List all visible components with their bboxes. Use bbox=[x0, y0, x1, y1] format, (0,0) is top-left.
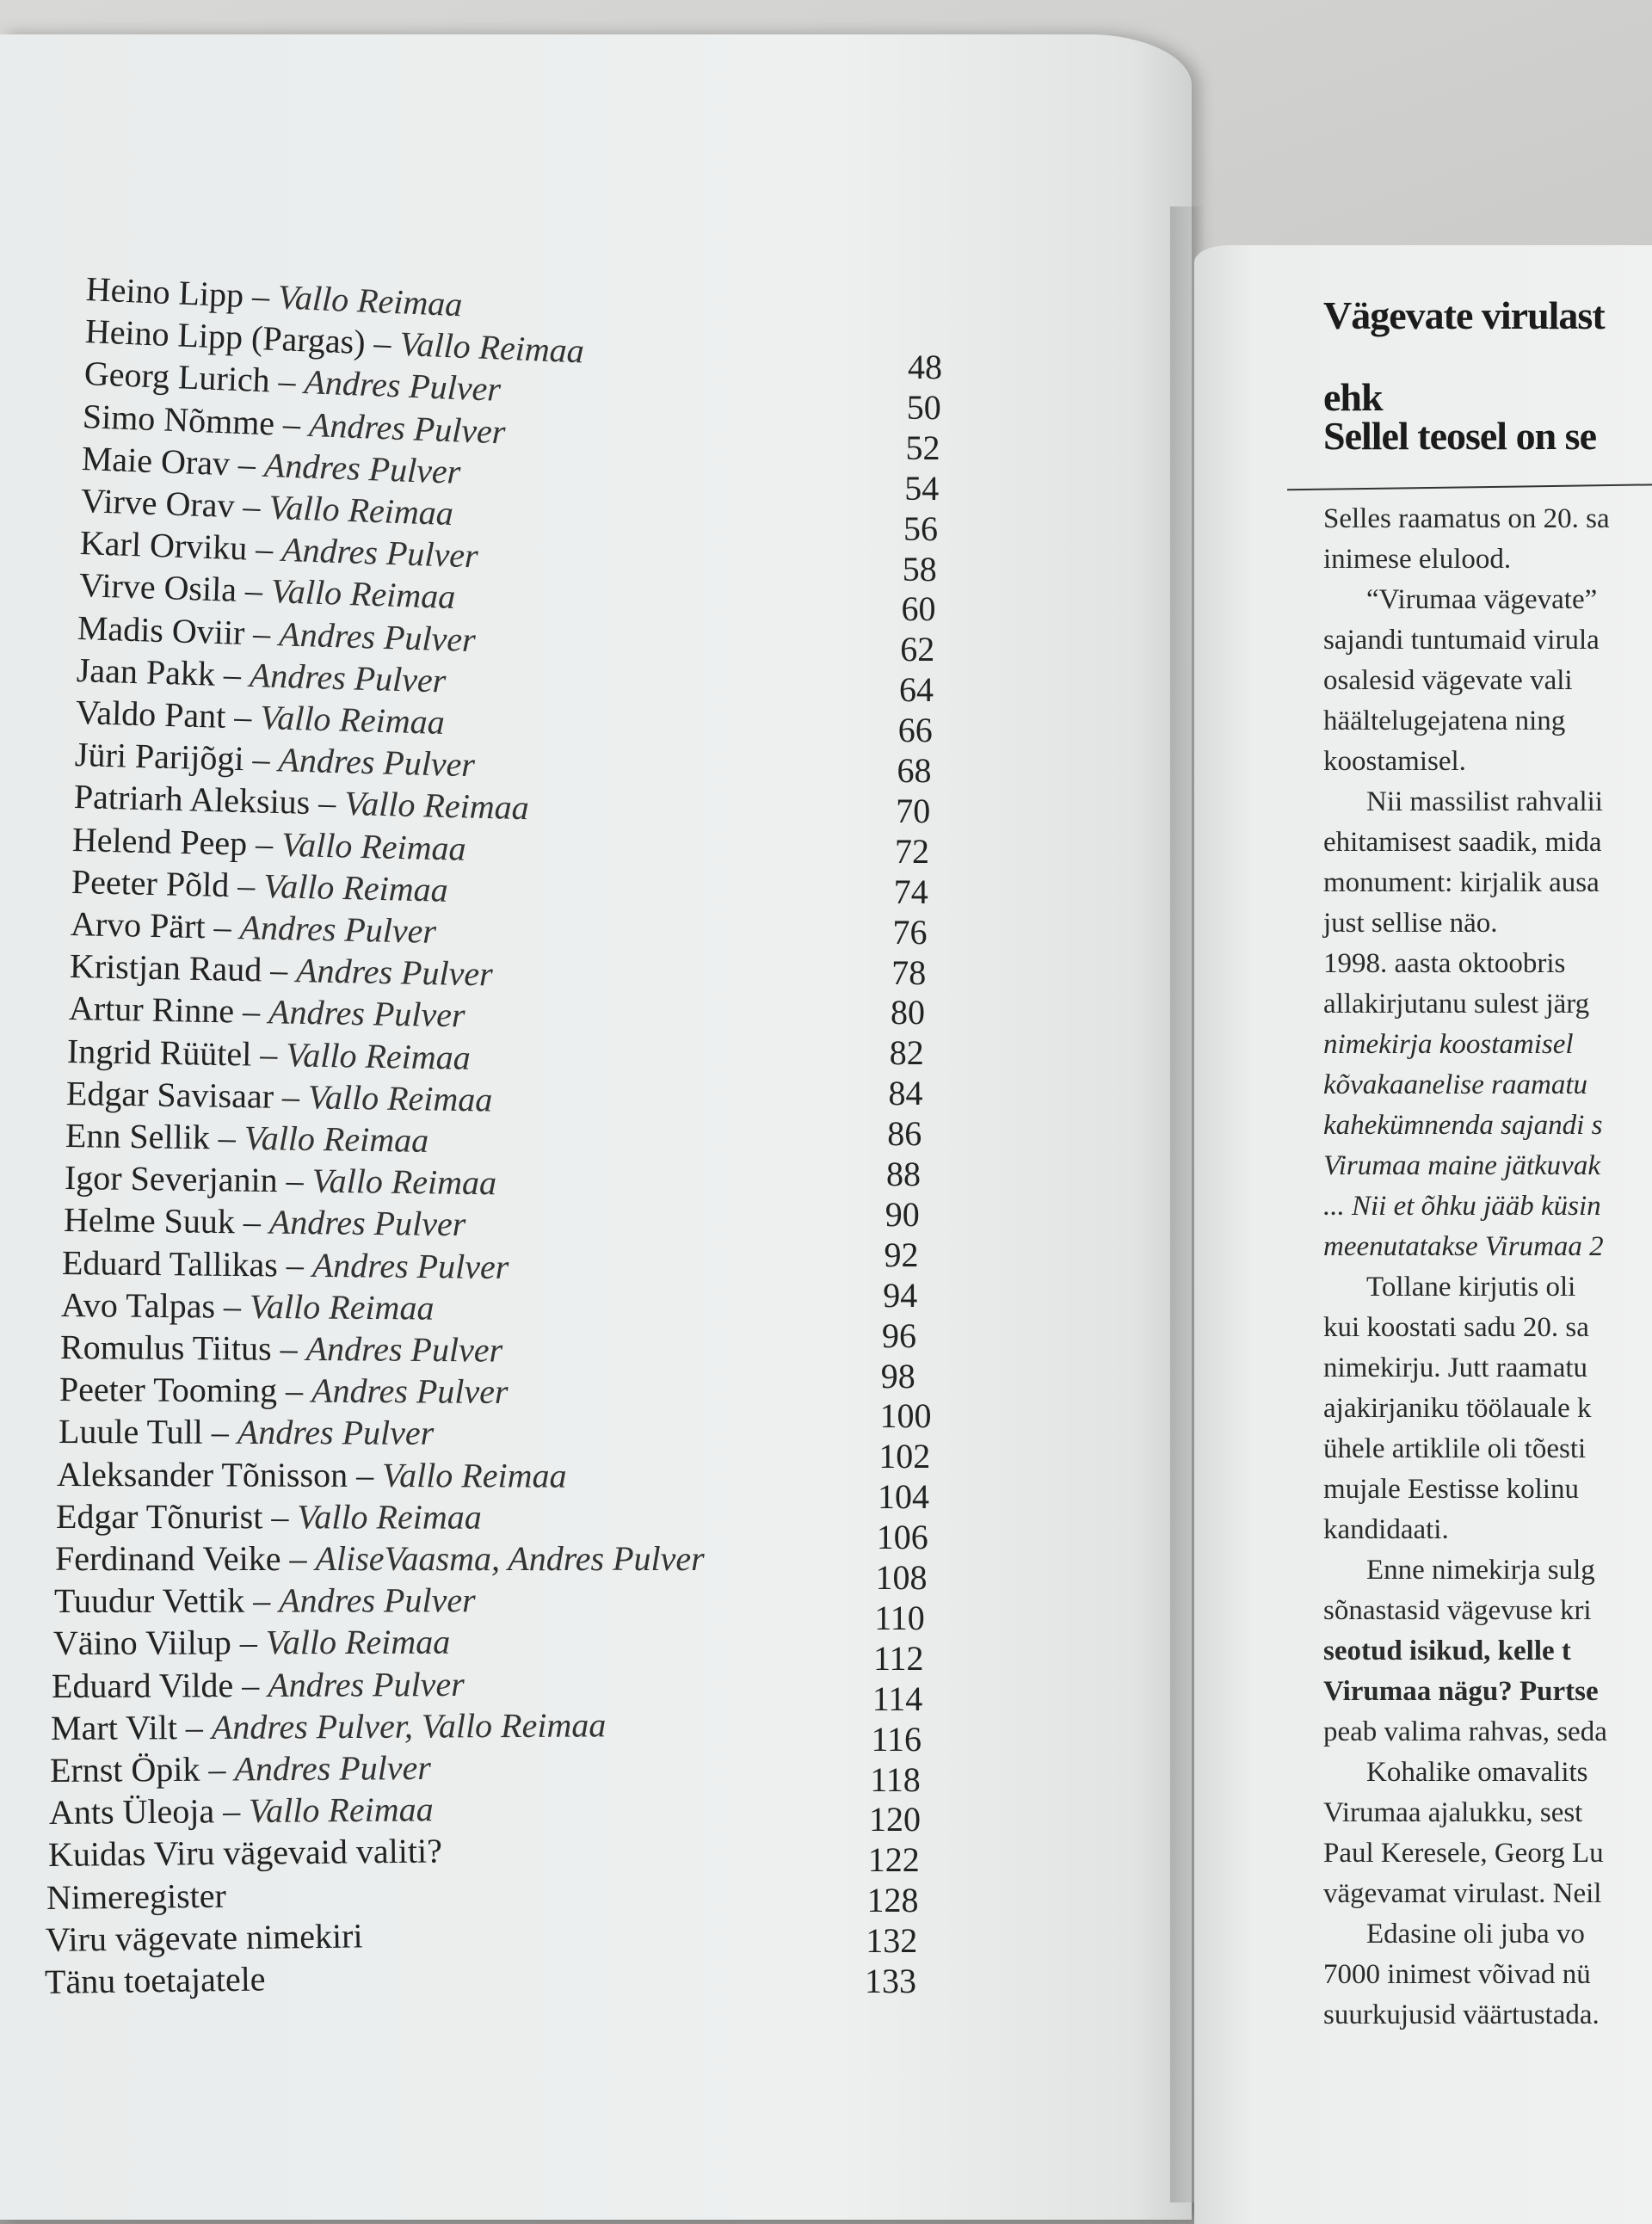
toc-person-name: Ingrid Rüütel bbox=[67, 1031, 253, 1074]
toc-dash: – bbox=[243, 1580, 279, 1620]
toc-author: AliseVaasma, Andres Pulver bbox=[315, 1539, 705, 1578]
toc-page-number: 104 bbox=[878, 1477, 929, 1517]
toc-person-name: Virve Osila bbox=[77, 565, 237, 610]
toc-author: Andres Pulver bbox=[268, 1203, 466, 1244]
toc-author: Vallo Reimaa bbox=[297, 1497, 482, 1537]
toc-entry bbox=[46, 1915, 363, 1960]
toc-entry bbox=[55, 1538, 705, 1579]
toc-dash: – bbox=[243, 275, 280, 317]
toc-person-name: Eduard Vilde bbox=[52, 1665, 234, 1705]
toc-page-number: 60 bbox=[901, 589, 936, 629]
toc-author: Vallo Reimaa bbox=[269, 571, 456, 617]
toc-person-name: Eduard Tallikas bbox=[62, 1242, 279, 1284]
body-text-line: just sellise näo. bbox=[1323, 908, 1498, 939]
toc-page-number: 76 bbox=[892, 912, 928, 952]
toc-person-name: Väino Viilup bbox=[52, 1623, 231, 1663]
toc-dash: – bbox=[215, 1286, 250, 1326]
toc-dash: – bbox=[251, 1034, 287, 1074]
body-text-line: ... Nii et õhku jääb küsin bbox=[1323, 1191, 1601, 1222]
toc-page-number: 50 bbox=[906, 387, 941, 427]
toc-page-number: 68 bbox=[897, 751, 932, 790]
toc-dash: – bbox=[176, 1707, 213, 1747]
toc-page-number: 90 bbox=[885, 1194, 920, 1234]
toc-person-name: Enn Sellik bbox=[65, 1116, 211, 1157]
toc-entry bbox=[53, 1622, 450, 1663]
toc-person-name: Peeter Tooming bbox=[59, 1370, 278, 1410]
body-text-line: allakirjutanu sulest järg bbox=[1323, 989, 1590, 1020]
toc-dash: – bbox=[268, 360, 305, 402]
toc-author: Vallo Reimaa bbox=[343, 784, 529, 828]
toc-page-number: 116 bbox=[871, 1719, 922, 1759]
toc-dash: – bbox=[273, 1076, 309, 1117]
toc-page-number: 56 bbox=[903, 508, 938, 548]
toc-dash: – bbox=[261, 950, 297, 990]
body-text-line: suurkujusid väärtustada. bbox=[1323, 1999, 1600, 2030]
toc-person-name: Helme Suuk bbox=[63, 1200, 235, 1241]
toc-page-number: 133 bbox=[865, 1962, 916, 2000]
toc-page-number: 122 bbox=[867, 1840, 920, 1880]
toc-page-number: 102 bbox=[878, 1437, 931, 1476]
toc-page-number: 86 bbox=[887, 1114, 922, 1154]
toc-dash: – bbox=[231, 1623, 266, 1662]
body-text-line: Tollane kirjutis oli bbox=[1366, 1272, 1576, 1303]
body-text-line: Edasine oli juba vo bbox=[1366, 1919, 1585, 1950]
toc-entry bbox=[51, 1704, 607, 1748]
toc-page-number: 84 bbox=[888, 1074, 923, 1113]
body-text-line: Nii massilist rahvalii bbox=[1366, 786, 1603, 817]
toc-author: Vallo Reimaa bbox=[382, 1455, 567, 1495]
toc-dash: – bbox=[225, 696, 261, 736]
toc-entry bbox=[49, 1789, 434, 1833]
toc-person-name: Georg Lurich bbox=[83, 354, 271, 400]
toc-entry bbox=[60, 1327, 502, 1371]
toc-dash: – bbox=[280, 1539, 316, 1578]
toc-page-number: 88 bbox=[886, 1155, 921, 1193]
toc-person-name: Ferdinand Veike bbox=[55, 1539, 281, 1578]
toc-author: Vallo Reimaa bbox=[277, 277, 464, 324]
toc-page-number: 100 bbox=[879, 1396, 932, 1436]
toc-person-name: Aleksander Tõnisson bbox=[57, 1454, 348, 1494]
toc-page-number: 114 bbox=[872, 1679, 923, 1718]
toc-page-number: 66 bbox=[897, 711, 933, 750]
body-text-line: meenutatakse Virumaa 2 bbox=[1323, 1231, 1604, 1262]
toc-person-name: Helend Peep bbox=[71, 819, 249, 863]
toc-dash: – bbox=[213, 1791, 250, 1831]
toc-person-name: Ernst Öpik bbox=[49, 1749, 200, 1790]
toc-entry bbox=[63, 1199, 465, 1244]
toc-person-name: Edgar Tõnurist bbox=[56, 1496, 263, 1537]
toc-author: Andres Pulver bbox=[295, 951, 493, 994]
toc-dash: – bbox=[364, 323, 401, 363]
toc-person-name: Mart Vilt bbox=[51, 1707, 178, 1747]
toc-author: Vallo Reimaa bbox=[268, 487, 454, 533]
toc-entry bbox=[71, 861, 449, 910]
body-text-line: 1998. aasta oktoobris bbox=[1323, 948, 1566, 979]
toc-page-number: 96 bbox=[882, 1315, 916, 1355]
toc-entry bbox=[68, 988, 465, 1035]
body-text-line: koostamisel. bbox=[1323, 746, 1466, 777]
body-text-line: Virumaa ajalukku, sest bbox=[1323, 1797, 1583, 1828]
toc-person-name: Romulus Tiitus bbox=[59, 1328, 272, 1368]
toc-author: Vallo Reimaa bbox=[286, 1034, 472, 1077]
right-page bbox=[1194, 245, 1652, 2224]
toc-page-number: 48 bbox=[908, 348, 942, 386]
body-text-line: Virumaa maine jätkuvak bbox=[1323, 1150, 1600, 1181]
toc-dash: – bbox=[234, 1202, 269, 1242]
toc-dash: – bbox=[228, 865, 264, 905]
toc-page-number: 52 bbox=[905, 428, 940, 467]
toc-author: Andres Pulver bbox=[239, 908, 437, 951]
toc-person-name: Artur Rinne bbox=[68, 989, 235, 1031]
toc-person-name: Nimeregister bbox=[46, 1876, 227, 1917]
toc-person-name: Kristjan Raud bbox=[69, 946, 262, 989]
toc-person-name: Virve Orav bbox=[80, 481, 236, 526]
toc-author: Andres Pulver bbox=[237, 1413, 434, 1453]
toc-person-name: Heino Lipp bbox=[85, 269, 245, 315]
toc-page-number: 110 bbox=[874, 1598, 925, 1637]
right-page-content bbox=[1194, 245, 1652, 2224]
body-text-line: nimekirja koostamisel bbox=[1323, 1029, 1574, 1060]
toc-page-number: 54 bbox=[904, 468, 940, 508]
toc-author: Andres Pulver bbox=[280, 530, 479, 576]
toc-entry bbox=[58, 1411, 434, 1453]
toc-person-name: Madis Oviir bbox=[77, 607, 246, 652]
toc-page-number: 72 bbox=[895, 831, 929, 871]
toc-person-name: Igor Severjanin bbox=[64, 1158, 278, 1200]
toc-person-name: Karl Orviku bbox=[79, 523, 248, 568]
body-text-line: Virumaa nägu? Purtse bbox=[1323, 1676, 1599, 1707]
toc-dash: – bbox=[247, 823, 283, 864]
toc-dash: – bbox=[200, 1749, 235, 1789]
body-text-line: ajakirjaniku töölauale k bbox=[1323, 1393, 1592, 1424]
body-text-line: mujale Eestisse kolinu bbox=[1323, 1474, 1579, 1505]
toc-page-number: 112 bbox=[873, 1638, 924, 1678]
toc-person-name: Simo Nõmme bbox=[82, 396, 276, 442]
toc-page-number: 74 bbox=[893, 872, 928, 911]
toc-entry bbox=[52, 1664, 465, 1706]
toc-person-name: Jüri Parijõgi bbox=[74, 735, 244, 779]
toc-author: Andres Pulver bbox=[277, 740, 476, 785]
toc-entry bbox=[54, 1580, 476, 1622]
toc-entry bbox=[50, 1747, 431, 1790]
toc-page-number: 82 bbox=[889, 1033, 924, 1073]
toc-entry bbox=[65, 1115, 429, 1161]
toc-dash: – bbox=[233, 991, 269, 1032]
toc-entry bbox=[57, 1454, 567, 1496]
toc-person-name: Luule Tull bbox=[58, 1412, 203, 1452]
toc-page-number: 98 bbox=[880, 1356, 915, 1395]
body-text-line: ehitamisest saadik, mida bbox=[1323, 827, 1602, 858]
toc-page-number: 58 bbox=[902, 549, 937, 588]
body-text-line: nimekirju. Jutt raamatu bbox=[1323, 1352, 1588, 1383]
toc-author: Andres Pulver bbox=[263, 445, 462, 491]
body-text-line: osalesid vägevate vali bbox=[1323, 665, 1573, 696]
body-text-line: seotud isikud, kelle t bbox=[1323, 1636, 1571, 1666]
toc-page-number: 108 bbox=[875, 1558, 928, 1597]
toc-person-name: Valdo Pant bbox=[75, 693, 226, 736]
toc-entry bbox=[69, 946, 493, 995]
body-text-line: peab valima rahvas, seda bbox=[1323, 1716, 1607, 1747]
toc-author: Vallo Reimaa bbox=[307, 1077, 493, 1119]
toc-author: Andres Pulver bbox=[234, 1747, 432, 1789]
toc-page-number: 132 bbox=[866, 1921, 918, 1961]
toc-person-name: Heino Lipp (Pargas) bbox=[83, 311, 367, 362]
toc-dash: – bbox=[278, 1245, 313, 1284]
toc-page-number: 128 bbox=[866, 1881, 919, 1920]
toc-dash: – bbox=[244, 613, 280, 653]
body-text-line: Paul Keresele, Georg Lu bbox=[1323, 1838, 1604, 1869]
toc-dash: – bbox=[202, 1413, 237, 1452]
toc-dash: – bbox=[243, 739, 279, 779]
toc-entry bbox=[56, 1496, 482, 1537]
toc-dash: – bbox=[274, 404, 311, 444]
toc-person-name: Maie Orav bbox=[81, 438, 231, 484]
body-text-line: Kohalike omavalits bbox=[1366, 1757, 1588, 1788]
toc-dash: – bbox=[214, 654, 250, 694]
toc-dash: – bbox=[233, 486, 270, 527]
toc-entry bbox=[66, 1073, 493, 1120]
toc-person-name: Ants Üleoja bbox=[48, 1791, 215, 1833]
toc-person-name: Tänu toetajatele bbox=[44, 1959, 266, 2001]
toc-dash: – bbox=[348, 1455, 383, 1494]
toc-page-number: 94 bbox=[883, 1275, 918, 1315]
body-text-line: “Virumaa vägevate” bbox=[1366, 584, 1598, 615]
toc-entry bbox=[67, 1031, 472, 1078]
toc-entry bbox=[71, 903, 437, 952]
toc-dash: – bbox=[209, 1118, 245, 1157]
toc-author: Andres Pulver, Vallo Reimaa bbox=[211, 1705, 607, 1747]
toc-dash: – bbox=[235, 570, 272, 611]
toc-entry bbox=[59, 1369, 509, 1412]
toc-author: Andres Pulver bbox=[279, 613, 477, 659]
toc-page-number: 120 bbox=[869, 1800, 921, 1839]
toc-author: Andres Pulver bbox=[268, 992, 465, 1035]
body-text-line: 7000 inimest võivad nü bbox=[1323, 1959, 1591, 1990]
toc-author: Andres Pulver bbox=[278, 1580, 476, 1620]
toc-dash: – bbox=[262, 1497, 298, 1537]
toc-author: Andres Pulver bbox=[308, 404, 507, 452]
toc-dash: – bbox=[276, 1371, 312, 1410]
body-text-line: sõnastasid vägevuse kri bbox=[1323, 1595, 1592, 1626]
chapter-title-line-2: ehk bbox=[1323, 375, 1383, 419]
toc-dash: – bbox=[309, 783, 345, 823]
toc-dash: – bbox=[233, 1665, 268, 1704]
toc-person-name: Jaan Pakk bbox=[76, 650, 216, 693]
toc-entry bbox=[65, 1157, 497, 1203]
toc-author: Vallo Reimaa bbox=[311, 1161, 497, 1203]
toc-person-name: Tuudur Vettik bbox=[53, 1580, 244, 1621]
toc-person-name: Kuidas Viru vägevaid valiti? bbox=[47, 1831, 442, 1875]
toc-author: Andres Pulver bbox=[312, 1245, 509, 1286]
toc-entry bbox=[62, 1242, 509, 1287]
toc-page-number: 80 bbox=[891, 993, 925, 1032]
toc-person-name: Viru vägevate nimekiri bbox=[45, 1916, 364, 1959]
body-text-line: inimese elulood. bbox=[1323, 544, 1512, 575]
toc-entry bbox=[61, 1284, 435, 1328]
body-text-line: vägevamat virulast. Neil bbox=[1323, 1878, 1602, 1909]
toc-author: Vallo Reimaa bbox=[262, 866, 449, 909]
body-text-line: sajandi tuntumaid virula bbox=[1323, 625, 1600, 656]
toc-person-name: Edgar Savisaar bbox=[65, 1073, 274, 1116]
toc-author: Vallo Reimaa bbox=[265, 1623, 450, 1662]
toc-page-number: 70 bbox=[896, 791, 931, 830]
body-text-line: ühele artiklile oli tõesti bbox=[1323, 1433, 1587, 1464]
toc-author: Vallo Reimaa bbox=[248, 1790, 434, 1831]
toc-entry bbox=[45, 1958, 266, 2002]
toc-entry bbox=[46, 1875, 226, 1917]
toc-author: Vallo Reimaa bbox=[250, 1286, 435, 1328]
body-text-line: monument: kirjalik ausa bbox=[1323, 867, 1600, 898]
toc-author: Andres Pulver bbox=[268, 1664, 465, 1704]
toc-person-name: Arvo Pärt bbox=[70, 904, 206, 946]
toc-dash: – bbox=[229, 444, 266, 484]
toc-page-number: 62 bbox=[900, 630, 935, 669]
toc-dash: – bbox=[205, 907, 241, 947]
toc-person-name: Peeter Põld bbox=[71, 861, 230, 904]
title-rule bbox=[1287, 484, 1652, 491]
toc-dash: – bbox=[271, 1328, 306, 1368]
toc-author: Andres Pulver bbox=[311, 1371, 509, 1412]
body-text-line: kõvakaanelise raamatu bbox=[1323, 1069, 1588, 1100]
body-text-line: kandidaati. bbox=[1323, 1514, 1449, 1545]
toc-author: Vallo Reimaa bbox=[243, 1118, 429, 1160]
toc-author: Vallo Reimaa bbox=[398, 324, 585, 371]
toc-person-name: Avo Talpas bbox=[60, 1284, 216, 1326]
toc-dash: – bbox=[277, 1161, 312, 1200]
toc-author: Andres Pulver bbox=[303, 362, 502, 410]
toc-page-number: 106 bbox=[876, 1518, 928, 1557]
toc-page-number: 64 bbox=[899, 670, 934, 710]
body-text-line: kui koostati sadu 20. sa bbox=[1323, 1312, 1589, 1343]
body-text-line: kahekümnenda sajandi s bbox=[1323, 1110, 1603, 1141]
toc-page-number: 92 bbox=[884, 1235, 919, 1274]
body-text-line: häältelugejatena ning bbox=[1323, 705, 1566, 736]
toc-author: Vallo Reimaa bbox=[259, 697, 446, 742]
toc-entry bbox=[72, 819, 467, 869]
chapter-title-line-1: Vägevate virulast bbox=[1323, 293, 1605, 337]
toc-author: Vallo Reimaa bbox=[281, 824, 467, 868]
toc-person-name: Patriarh Aleksius bbox=[73, 777, 311, 822]
body-text-line: Enne nimekirja sulg bbox=[1366, 1555, 1595, 1586]
chapter-title-line-3: Sellel teosel on se bbox=[1323, 414, 1596, 458]
toc-author: Andres Pulver bbox=[305, 1328, 503, 1370]
toc-entry bbox=[47, 1831, 441, 1875]
toc-page-number: 78 bbox=[891, 952, 927, 992]
toc-page-number: 118 bbox=[870, 1759, 921, 1799]
body-text-line: Selles raamatus on 20. sa bbox=[1323, 503, 1610, 534]
toc-dash: – bbox=[246, 528, 282, 570]
toc-author: Andres Pulver bbox=[249, 655, 447, 700]
